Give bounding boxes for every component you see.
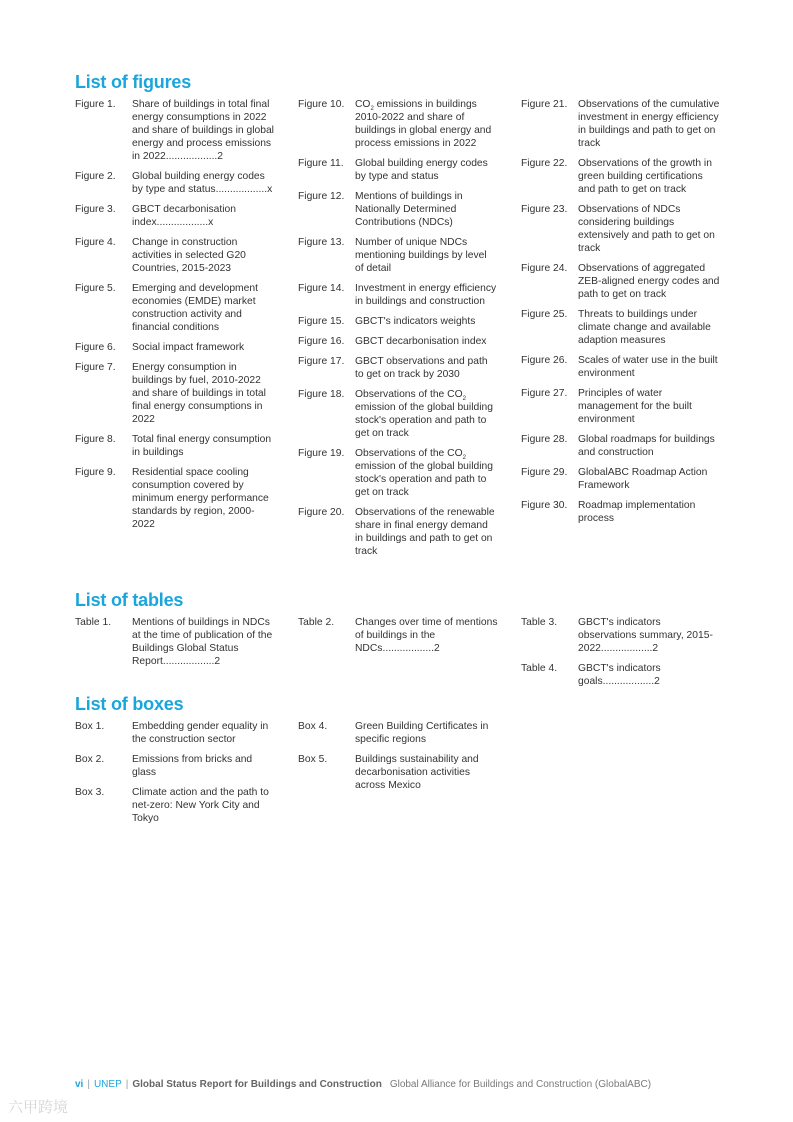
leader-dots: .................. <box>165 151 218 162</box>
entry-label: Figure 27. <box>521 388 568 399</box>
list-entry[interactable] <box>298 506 498 558</box>
list-entry[interactable] <box>521 98 721 150</box>
entry-text <box>355 447 498 499</box>
page-footer <box>75 1079 651 1090</box>
footer-alliance: Global Alliance for Buildings and Construction (GlobalABC) <box>389 1079 652 1090</box>
list-entry[interactable] <box>75 170 275 196</box>
entry-title: Mentions of buildings in NDCs at the time of publication of the Buildings Global Status Report <box>132 617 273 667</box>
entry-title: Observations of the growth in green building certifications and path to get on track <box>578 158 712 195</box>
entry-title: Share of buildings in total final energy consumptions in 2022 and share of buildings in global energy and process emissions in 2022 <box>132 99 274 162</box>
entry-label: Box 3. <box>75 787 105 798</box>
list-entry[interactable] <box>75 341 275 354</box>
entry-label: Figure 6. <box>75 342 116 353</box>
entry-text <box>578 433 721 459</box>
entry-text <box>132 282 275 334</box>
entry-text <box>355 335 498 348</box>
entry-title: GBCT decarbonisation index <box>355 336 487 347</box>
entry-page-number: x <box>208 217 214 228</box>
entry-label: Figure 13. <box>298 237 345 248</box>
entry-text-prefix: CO <box>355 99 371 110</box>
entry-page-number: x <box>267 184 273 195</box>
entry-text <box>355 388 498 440</box>
entry-label: Table 1. <box>75 617 112 628</box>
leader-dots: .................. <box>162 656 215 667</box>
entry-label: Box 5. <box>298 754 328 765</box>
entry-label: Figure 29. <box>521 467 568 478</box>
entry-label: Figure 19. <box>298 448 345 459</box>
entry-title: Emissions from bricks and glass <box>132 754 253 778</box>
entry-label: Box 4. <box>298 721 328 732</box>
tables-col-3 <box>521 616 721 695</box>
entry-label: Figure 20. <box>298 507 345 518</box>
entry-text <box>578 354 721 380</box>
entry-title: Global building energy codes by type and status <box>132 171 265 195</box>
list-entry[interactable] <box>521 157 721 196</box>
entry-title: Changes over time of mentions of buildings in the NDCs <box>355 617 498 654</box>
entry-title: Investment in energy efficiency in buildings and construction <box>355 283 497 307</box>
entry-label: Figure 12. <box>298 191 345 202</box>
entry-label: Figure 28. <box>521 434 568 445</box>
entry-title: Green Building Certificates in specific regions <box>355 721 489 745</box>
list-entry[interactable] <box>298 315 498 328</box>
list-entry[interactable] <box>298 388 498 440</box>
entry-text <box>132 466 275 531</box>
entry-page-number: 2 <box>654 676 660 687</box>
list-entry[interactable] <box>298 190 498 229</box>
entry-title: emissions in buildings 2010-2022 and share of buildings in global energy and process emissions in 2022 <box>355 99 492 149</box>
entry-title: Observations of the renewable share in final energy demand in buildings and path to get on track <box>355 507 495 557</box>
tables-col-1 <box>75 616 275 675</box>
entry-text <box>355 506 498 558</box>
entry-text <box>578 662 721 688</box>
list-entry[interactable] <box>75 433 275 459</box>
entry-page-number: 2 <box>433 643 440 654</box>
entry-text <box>355 190 498 229</box>
entry-title: Mentions of buildings in Nationally Determined Contributions (NDCs) <box>355 191 463 228</box>
entry-title: emission of the global building stock's operation and path to get on track <box>355 402 493 439</box>
list-entry[interactable] <box>75 98 275 163</box>
entry-title: Buildings sustainability and decarbonisation activities across Mexico <box>355 754 479 791</box>
list-entry[interactable] <box>298 98 498 150</box>
entry-title: GBCT's indicators weights <box>355 316 476 327</box>
subscript: 2 <box>370 106 374 113</box>
list-entry[interactable] <box>75 720 275 746</box>
entry-title: Number of unique NDCs mentioning buildings by level of detail <box>355 237 487 274</box>
entry-label: Figure 10. <box>298 99 345 110</box>
entry-text <box>355 355 498 381</box>
leader-dots: .................. <box>382 643 434 654</box>
entry-label: Figure 4. <box>75 237 116 248</box>
footer-separator: | <box>87 1079 90 1090</box>
entry-title: emission of the global building stock's operation and path to get on track <box>355 461 493 498</box>
entry-label: Figure 17. <box>298 356 345 367</box>
leader-dots: .................. <box>600 643 653 654</box>
entry-text <box>355 282 498 308</box>
footer-org: UNEP <box>93 1079 122 1090</box>
entry-label: Box 1. <box>75 721 105 732</box>
tables-title: List of tables <box>75 590 184 610</box>
entry-title: Energy consumption in buildings by fuel, 2010-2022 and share of buildings in total final energy consumptions in 2022 <box>132 362 266 425</box>
entry-title: Total final energy consumption in buildings <box>132 434 272 458</box>
figures-col-1 <box>75 98 275 538</box>
footer-report-title: Global Status Report for Buildings and Construction <box>132 1079 382 1090</box>
list-entry[interactable] <box>298 335 498 348</box>
list-entry[interactable] <box>75 466 275 531</box>
entry-title: GlobalABC Roadmap Action Framework <box>578 467 708 491</box>
list-entry[interactable] <box>298 720 498 746</box>
list-entry[interactable] <box>521 262 721 301</box>
entry-title: Social impact framework <box>132 342 245 353</box>
entry-label: Figure 24. <box>521 263 568 274</box>
entry-text <box>132 236 275 275</box>
entry-text <box>578 98 721 150</box>
figures-col-2 <box>298 98 498 565</box>
list-entry[interactable] <box>298 616 498 655</box>
entry-text <box>132 170 275 196</box>
leader-dots: .................. <box>602 676 655 687</box>
list-entry[interactable] <box>75 786 275 825</box>
entry-text <box>132 786 275 825</box>
watermark-logo: 六甲跨境 <box>8 1098 69 1116</box>
entry-label: Figure 22. <box>521 158 568 169</box>
entry-text <box>578 387 721 426</box>
entry-text <box>578 157 721 196</box>
entry-title: Roadmap implementation process <box>578 500 696 524</box>
tables-col-2 <box>298 616 498 662</box>
entry-page-number: 2 <box>214 656 221 667</box>
entry-title: GBCT decarbonisation index <box>132 204 236 228</box>
entry-text <box>355 236 498 275</box>
entry-text-prefix: Observations of the CO <box>355 389 463 400</box>
entry-label: Figure 8. <box>75 434 116 445</box>
entry-label: Figure 2. <box>75 171 116 182</box>
entry-title: Change in construction activities in selected G20 Countries, 2015-2023 <box>132 237 246 274</box>
entry-label: Figure 15. <box>298 316 345 327</box>
entry-label: Table 2. <box>298 617 335 628</box>
entry-title: Emerging and development economies (EMDE) market construction activity and financial conditions <box>132 283 258 333</box>
list-entry[interactable] <box>521 203 721 255</box>
entry-text <box>132 720 275 746</box>
list-entry[interactable] <box>521 354 721 380</box>
entry-title: Embedding gender equality in the construction sector <box>132 721 269 745</box>
entry-title: Observations of the cumulative investment in energy efficiency in buildings and path to get on track <box>578 99 720 149</box>
entry-page-number: 2 <box>652 643 659 654</box>
list-entry[interactable] <box>521 387 721 426</box>
subscript: 2 <box>462 455 466 462</box>
entry-text <box>132 203 275 229</box>
entry-text <box>578 262 721 301</box>
entry-label: Figure 30. <box>521 500 568 511</box>
list-entry[interactable] <box>298 355 498 381</box>
entry-title: GBCT's indicators observations summary, 2015-2022 <box>578 617 713 654</box>
subscript: 2 <box>462 396 466 403</box>
entry-label: Figure 23. <box>521 204 568 215</box>
figures-title: List of figures <box>75 72 192 92</box>
entry-label: Figure 3. <box>75 204 116 215</box>
entry-text-prefix: Observations of the CO <box>355 448 463 459</box>
page-number: vi <box>75 1079 84 1090</box>
entry-text <box>578 308 721 347</box>
entry-title: Principles of water management for the built environment <box>578 388 692 425</box>
entry-text <box>132 98 275 163</box>
list-entry[interactable] <box>75 203 275 229</box>
entry-label: Figure 21. <box>521 99 568 110</box>
entry-label: Figure 18. <box>298 389 345 400</box>
list-entry[interactable] <box>298 282 498 308</box>
boxes-col-1 <box>75 720 275 832</box>
entry-label: Figure 9. <box>75 467 116 478</box>
list-entry[interactable] <box>298 447 498 499</box>
list-entry[interactable] <box>298 236 498 275</box>
list-entry[interactable] <box>521 433 721 459</box>
entry-label: Figure 14. <box>298 283 345 294</box>
entry-title: Global roadmaps for buildings and construction <box>578 434 715 458</box>
entry-label: Box 2. <box>75 754 105 765</box>
entry-text <box>132 341 275 354</box>
boxes-title: List of boxes <box>75 694 184 714</box>
entry-text <box>132 433 275 459</box>
entry-title: GBCT observations and path to get on track by 2030 <box>355 356 488 380</box>
list-entry[interactable] <box>298 753 498 792</box>
entry-text <box>132 361 275 426</box>
entry-label: Figure 26. <box>521 355 568 366</box>
entry-label: Figure 16. <box>298 336 345 347</box>
entry-label: Figure 7. <box>75 362 116 373</box>
entry-label: Figure 25. <box>521 309 568 320</box>
entry-text <box>355 98 498 150</box>
entry-text <box>132 753 275 779</box>
entry-page-number: 2 <box>217 151 224 162</box>
entry-label: Table 4. <box>521 663 558 674</box>
list-entry[interactable] <box>521 499 721 525</box>
entry-label: Figure 11. <box>298 158 344 169</box>
entry-text <box>355 753 498 792</box>
list-entry[interactable] <box>75 753 275 779</box>
entry-title: Threats to buildings under climate change and available adaption measures <box>578 309 711 346</box>
list-entry[interactable] <box>298 157 498 183</box>
entry-title: Global building energy codes by type and status <box>355 158 488 182</box>
entry-text <box>578 499 721 525</box>
list-entry[interactable] <box>521 662 721 688</box>
entry-text <box>578 203 721 255</box>
entry-title: GBCT's indicators goals <box>578 663 661 687</box>
entry-label: Table 3. <box>521 617 558 628</box>
leader-dots: .................. <box>215 184 268 195</box>
list-entry[interactable] <box>521 308 721 347</box>
entry-text <box>132 616 275 668</box>
entry-text <box>355 157 498 183</box>
list-entry[interactable] <box>521 616 721 655</box>
list-entry[interactable] <box>75 616 275 668</box>
entry-label: Figure 5. <box>75 283 116 294</box>
boxes-col-2 <box>298 720 498 799</box>
entry-text <box>578 616 721 655</box>
entry-label: Figure 1. <box>75 99 116 110</box>
footer-separator: | <box>125 1079 129 1090</box>
leader-dots: .................. <box>156 217 209 228</box>
entry-title: Scales of water use in the built environment <box>578 355 718 379</box>
figures-col-3 <box>521 98 721 532</box>
list-entry[interactable] <box>521 466 721 492</box>
entry-text <box>578 466 721 492</box>
entry-text <box>355 720 498 746</box>
entry-title: Climate action and the path to net-zero: New York City and Tokyo <box>132 787 269 824</box>
entry-text <box>355 616 498 655</box>
entry-title: Observations of aggregated ZEB-aligned energy codes and path to get on track <box>578 263 720 300</box>
list-entry[interactable] <box>75 236 275 275</box>
entry-title: Residential space cooling consumption covered by minimum energy performance standards by region, 2000-2022 <box>132 467 269 530</box>
list-entry[interactable] <box>75 282 275 334</box>
entry-text <box>355 315 498 328</box>
entry-title: Observations of NDCs considering buildings extensively and path to get on track <box>578 204 715 254</box>
list-entry[interactable] <box>75 361 275 426</box>
